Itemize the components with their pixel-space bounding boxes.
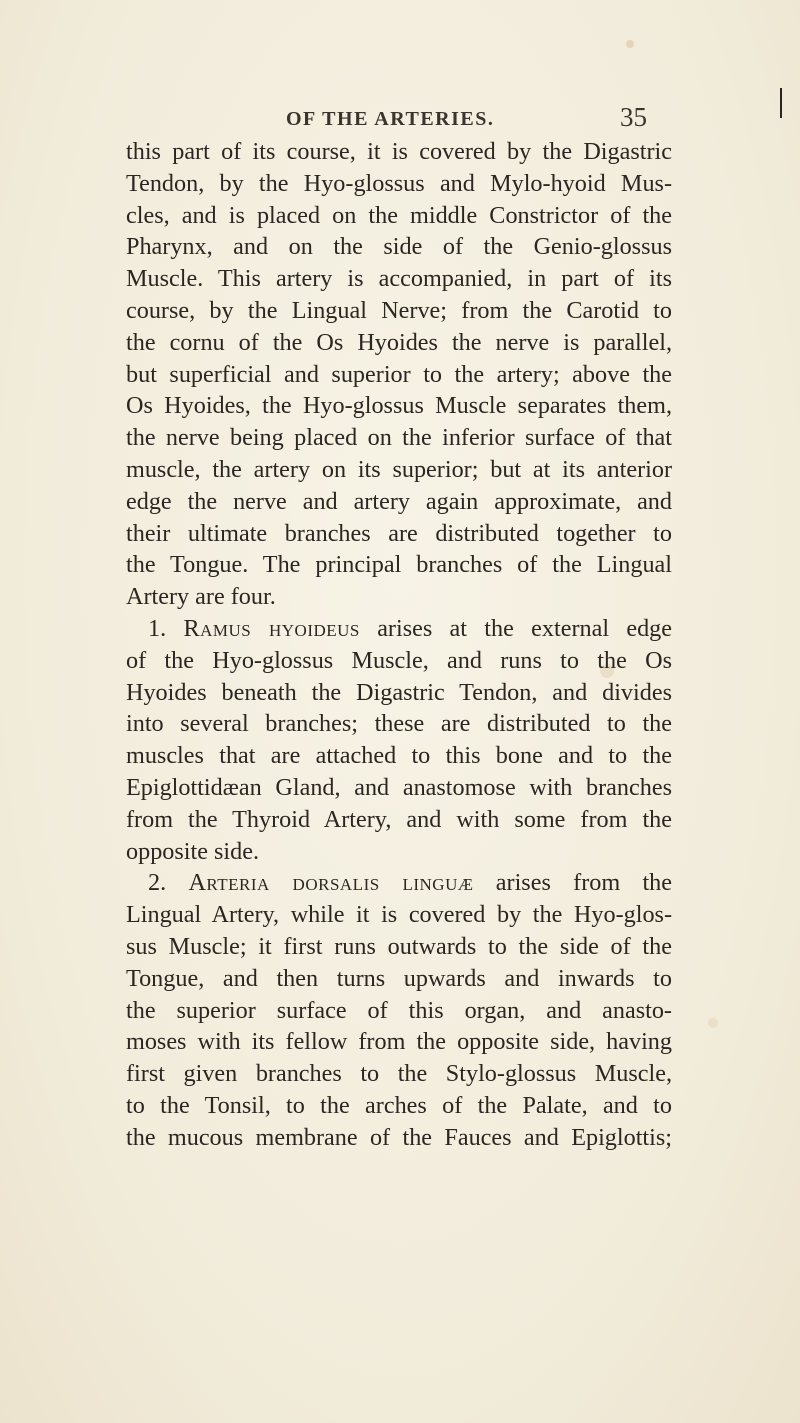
item-number: 1. — [148, 614, 167, 642]
text-line: Muscle. This artery is accompanied, in part of its — [126, 265, 672, 293]
text-line: Epiglottidæan Gland, and anastomose with branches — [126, 773, 672, 801]
text-line: from the Thyroid Artery, and with some from the — [126, 805, 672, 833]
item-term: Ramus hyoideus — [183, 614, 360, 642]
text-line: first given branches to the Stylo-glossus Muscle, — [126, 1060, 672, 1088]
text-line: the Tongue. The principal branches of the Lingual — [126, 551, 672, 579]
text-line: Pharynx, and on the side of the Genio-glossus — [126, 233, 672, 261]
text-line: the nerve being placed on the inferior surface of that — [126, 424, 672, 452]
text-line: muscles that are attached to this bone and to the — [126, 742, 672, 770]
item-number: 2. — [148, 869, 167, 897]
text-line: into several branches; these are distributed to the — [126, 710, 672, 738]
text-line: Tendon, by the Hyo-glossus and Mylo-hyoid Mus- — [126, 169, 672, 197]
paragraph-1 — [126, 136, 672, 613]
paragraph-3 — [126, 867, 672, 1153]
text-line: course, by the Lingual Nerve; from the Carotid to — [126, 296, 672, 324]
paragraph-2 — [126, 613, 672, 867]
text-line-lead — [126, 867, 672, 899]
text-line: cles, and is placed on the middle Constrictor of the — [126, 201, 672, 229]
text-line: Os Hyoides, the Hyo-glossus Muscle separates them, — [126, 392, 672, 420]
text-line: opposite side. — [126, 837, 260, 865]
text-line: Hyoides beneath the Digastric Tendon, and divides — [126, 678, 672, 706]
text-line: muscle, the artery on its superior; but at its anterior — [126, 455, 672, 483]
item-lead-text: arises from the — [495, 869, 673, 897]
text-line: Artery are four. — [126, 583, 276, 611]
foxing-spot — [708, 1018, 718, 1028]
text-line: but superficial and superior to the artery; above the — [126, 360, 672, 388]
text-line: their ultimate branches are distributed together to — [126, 519, 672, 547]
text-line: Lingual Artery, while it is covered by the Hyo-glos- — [126, 901, 672, 929]
foxing-spot — [626, 40, 634, 48]
text-line: Tongue, and then turns upwards and inwards to — [126, 964, 672, 992]
text-line: the mucous membrane of the Fauces and Epiglottis; — [126, 1123, 672, 1151]
text-line: the cornu of the Os Hyoides the nerve is parallel, — [126, 328, 672, 356]
running-head — [0, 102, 800, 138]
text-line: moses with its fellow from the opposite side, having — [126, 1028, 672, 1056]
text-line: this part of its course, it is covered by the Digastric — [126, 138, 672, 165]
page-number: 35 — [620, 102, 647, 132]
running-title: OF THE ARTERIES. — [286, 108, 495, 130]
text-line: of the Hyo-glossus Muscle, and runs to the Os — [126, 646, 672, 674]
text-line: to the Tonsil, to the arches of the Palate, and to — [126, 1091, 672, 1119]
text-line-lead — [126, 613, 672, 645]
body-text — [126, 136, 672, 1154]
text-line: edge the nerve and artery again approximate, and — [126, 487, 672, 515]
item-lead-text: arises at the external edge — [377, 614, 672, 642]
text-line: sus Muscle; it first runs outwards to the side of the — [126, 932, 672, 960]
item-term: Arteria dorsalis linguæ — [188, 869, 474, 897]
text-line: the superior surface of this organ, and anasto- — [126, 996, 672, 1024]
